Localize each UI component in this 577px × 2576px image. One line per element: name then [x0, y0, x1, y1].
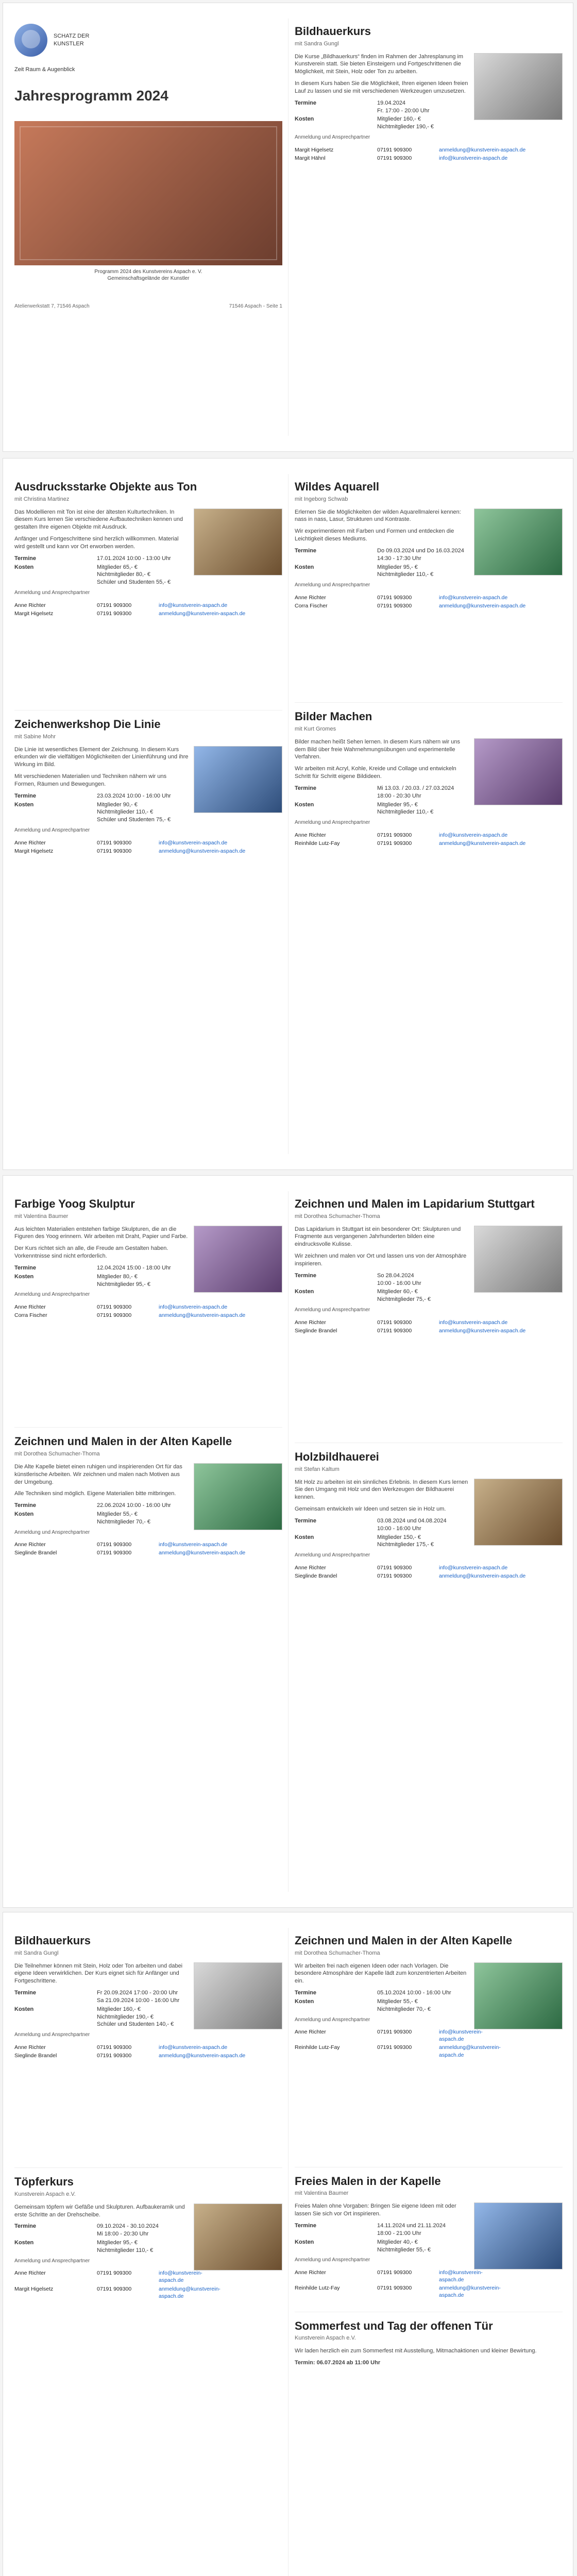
contact-list	[14, 602, 282, 617]
kosten-value: Mitglieder 160,- € Nichtmitglieder 190,- € Schüler und Studenten 140,- €	[97, 2006, 174, 2028]
contact-phone: 07191 909300	[97, 848, 132, 854]
contact-name: Anne Richter	[295, 1564, 326, 1571]
termine-label: Termine	[295, 1272, 316, 1279]
section-title: Ausdrucksstarke Objekte aus Ton	[14, 480, 197, 493]
contact-email[interactable]: info@kunstverein-aspach.de	[439, 832, 508, 838]
section-subtitle: mit Kurt Gromes	[295, 725, 336, 732]
anmeldung-label: Anmeldung und Ansprechpartner	[295, 134, 370, 141]
contact-phone: 07191 909300	[377, 146, 412, 153]
termine-label: Termine	[14, 2223, 36, 2230]
contact-email[interactable]: info@kunstverein-aspach.de	[159, 1541, 228, 1548]
yoog-meta	[14, 1264, 189, 1289]
contact-list	[14, 2269, 220, 2300]
holz-paragraph-2: Gemeinsam entwickeln wir Ideen und setzen sie in Holz um.	[295, 1506, 446, 1513]
cover-footer-right: 71546 Aspach - Seite 1	[229, 303, 282, 309]
contact-name: Anne Richter	[295, 594, 326, 601]
contact-phone: 07191 909300	[377, 1327, 412, 1334]
logo-mark	[14, 24, 47, 57]
logo	[14, 24, 282, 57]
lapidar-photo	[474, 1226, 563, 1293]
kosten-label: Kosten	[14, 2006, 34, 2012]
section-title: Bildhauerkurs	[295, 25, 371, 38]
contact-list	[14, 839, 282, 855]
kosten-label: Kosten	[295, 1289, 314, 1295]
zeichen-meta	[14, 792, 189, 824]
contact-phone: 07191 909300	[377, 2285, 412, 2292]
contact-name: Margit Higelsetz	[14, 610, 54, 617]
contact-email[interactable]: info@kunstverein-aspach.de	[439, 2269, 483, 2283]
brand-tagline: Zeit Raum & Augenblick	[14, 66, 75, 73]
kosten-label: Kosten	[295, 1534, 314, 1540]
separator	[14, 1427, 282, 1428]
lapidar	[295, 1196, 563, 1580]
termine-value: 23.03.2024 10:00 - 16:00 Uhr	[97, 792, 171, 799]
bilder-paragraph-2: Wir arbeiten mit Acryl, Kohle, Kreide und Collage und entwickeln Schritt für Schritt eigene Bildideen.	[295, 766, 456, 780]
contact-phone: 07191 909300	[97, 1550, 132, 1556]
contact-email[interactable]: anmeldung@kunstverein-aspach.de	[159, 1312, 246, 1319]
anmeldung-label: Anmeldung und Ansprechpartner	[14, 1292, 90, 1298]
lapidar-meta	[295, 1272, 469, 1303]
section-title: Bilder Machen	[295, 710, 372, 723]
contact-name: Anne Richter	[295, 832, 326, 838]
section-title: Sommerfest und Tag der offenen Tür	[295, 2319, 493, 2332]
yoog	[14, 1196, 282, 1557]
contact-email[interactable]: anmeldung@kunstverein-aspach.de	[439, 2044, 501, 2058]
termine-value: Mi 13.03. / 20.03. / 27.03.2024 18:00 - 20:30 Uhr	[377, 785, 454, 799]
termine-label: Termine	[295, 2223, 316, 2229]
anmeldung-label: Anmeldung und Ansprechpartner	[14, 590, 90, 596]
page-3	[3, 1176, 573, 1907]
contact-email[interactable]: info@kunstverein-aspach.de	[159, 2044, 228, 2050]
contact-phone: 07191 909300	[97, 1303, 132, 1310]
anmeldung-label: Anmeldung und Ansprechpartner	[295, 2016, 370, 2023]
contact-name: Sieglinde Brandel	[14, 1550, 57, 1556]
kosten-label: Kosten	[295, 116, 314, 123]
contact-phone: 07191 909300	[97, 2270, 132, 2277]
contact-list	[295, 1564, 563, 1580]
contact-name: Anne Richter	[295, 2029, 326, 2036]
contact-phone: 07191 909300	[377, 1572, 412, 1579]
termine-value: 14.11.2024 und 21.11.2024 18:00 - 21:00 Uhr	[377, 2223, 446, 2236]
cover-image	[14, 121, 282, 265]
section-subtitle: mit Valentina Baumer	[295, 2190, 349, 2197]
contact-list	[295, 2269, 501, 2299]
section-subtitle: Kunstverein Aspach e.V.	[295, 2335, 356, 2342]
termine-value: Fr 20.09.2024 17:00 - 20:00 Uhr Sa 21.09.2024 10:00 - 16:00 Uhr	[97, 1990, 180, 2004]
contact-list	[295, 2028, 501, 2059]
termine-value: 09.10.2024 - 30.10.2024 Mi 18:00 - 20:30 Uhr	[97, 2223, 159, 2238]
contact-email[interactable]: anmeldung@kunstverein-aspach.de	[439, 146, 526, 153]
contact-name: Margit Higelsetz	[14, 848, 54, 854]
contact-email[interactable]: info@kunstverein-aspach.de	[439, 2029, 483, 2043]
contact-phone: 07191 909300	[377, 2269, 412, 2276]
kosten-value: Mitglieder 90,- € Nichtmitglieder 110,- € Schüler und Studenten 75,- €	[97, 801, 171, 823]
bildhauer-2	[14, 1933, 282, 2300]
termine-label: Termine	[14, 1264, 36, 1271]
termine-label: Termine	[14, 1990, 36, 1996]
contact-phone: 07191 909300	[97, 602, 132, 608]
page-2	[3, 459, 573, 1170]
contact-name: Anne Richter	[14, 2270, 46, 2277]
kapelle2-paragraph-1: Wir arbeiten frei nach eigenen Ideen oder nach Vorlagen. Die besondere Atmosphäre der Kapelle lädt zum konzentrierten Arbeiten ein.	[295, 1962, 467, 1985]
contact-email[interactable]: info@kunstverein-aspach.de	[159, 2270, 202, 2284]
kosten-value: Mitglieder 60,- € Nichtmitglieder 75,- €	[377, 1289, 431, 1303]
kosten-label: Kosten	[295, 1998, 314, 2005]
bildhauer2-meta	[14, 1989, 189, 2028]
contact-email[interactable]: anmeldung@kunstverein-aspach.de	[439, 840, 526, 846]
section-title: Wildes Aquarell	[295, 480, 380, 493]
anmeldung-label: Anmeldung und Ansprechpartner	[14, 2032, 90, 2038]
contact-email[interactable]: anmeldung@kunstverein-aspach.de	[159, 2285, 220, 2299]
contact-name: Anne Richter	[14, 1303, 46, 1310]
cover-image-frame	[20, 126, 277, 260]
section-title: Farbige Yoog Skulptur	[14, 1197, 135, 1210]
termine-value: Do 09.03.2024 und Do 16.03.2024 14:30 - 17:30 Uhr	[377, 547, 464, 562]
kosten-label: Kosten	[14, 564, 34, 570]
anmeldung-label: Anmeldung und Ansprechpartner	[14, 1529, 90, 1535]
contact-phone: 07191 909300	[97, 2044, 132, 2050]
contact-email[interactable]: info@kunstverein-aspach.de	[159, 1303, 228, 1310]
section-title: Zeichnen und Malen in der Alten Kapelle	[14, 1435, 232, 1448]
yoog-paragraph-2: Der Kurs richtet sich an alle, die Freude am Gestalten haben. Vorkenntnisse sind nicht erforderlich.	[14, 1245, 168, 1260]
kosten-label: Kosten	[295, 801, 314, 808]
toepfer-photo	[194, 2204, 282, 2270]
termine-value: 19.04.2024 Fr. 17:00 - 20:00 Uhr	[377, 99, 430, 114]
kapelle-paragraph-2: Alle Techniken sind möglich. Eigene Materialien bitte mitbringen.	[14, 1490, 176, 1497]
contact-phone: 07191 909300	[377, 1319, 412, 1326]
kosten-value: Mitglieder 80,- € Nichtmitglieder 95,- €	[97, 1273, 150, 1287]
bilder-paragraph-1: Bilder machen heißt Sehen lernen. In diesem Kurs nähern wir uns dem Bild über freie Wahrnehmungsübungen und experimentelle Verfahren.	[295, 738, 461, 760]
termine-label: Termine	[14, 1502, 36, 1509]
lapidar-paragraph-2: Wir zeichnen und malen vor Ort und lassen uns von der Atmosphäre inspirieren.	[295, 1253, 467, 1267]
termine-label: Termine	[295, 1990, 316, 1996]
contact-name: Reinhilde Lutz-Fay	[295, 2044, 340, 2051]
frei-paragraph-1: Freies Malen ohne Vorgaben: Bringen Sie eigene Ideen mit oder lassen Sie sich vor Ort inspirieren.	[295, 2203, 456, 2217]
sommer-paragraph: Wir laden herzlich ein zum Sommerfest mit Ausstellung, Mitmachaktionen und kleiner Bewirtung.	[295, 2348, 537, 2354]
yoog-photo	[194, 1226, 282, 1293]
contact-list	[295, 146, 563, 162]
cover-caption: Programm 2024 des Kunstvereins Aspach e. V. Gemeinschaftsgelände der Kunstler	[94, 268, 202, 282]
bildhauer-meta	[295, 99, 469, 131]
logo-line-2: KUNSTLER	[54, 41, 84, 47]
kapelle-2	[295, 1933, 563, 2371]
page-1	[3, 3, 573, 451]
contact-email[interactable]: info@kunstverein-aspach.de	[439, 1319, 508, 1326]
contact-name: Anne Richter	[14, 2044, 46, 2050]
kapelle2-meta	[295, 1989, 469, 2013]
contact-name: Anne Richter	[14, 602, 46, 608]
termine-label: Termine	[295, 1517, 316, 1524]
section-subtitle: Kunstverein Aspach e.V.	[14, 2191, 76, 2197]
contact-phone: 07191 909300	[97, 2052, 132, 2059]
termine-value: 17.01.2024 10:00 - 13:00 Uhr	[97, 555, 171, 562]
kapelle-photo	[194, 1463, 282, 1530]
contact-name: Margit Higelsetz	[295, 146, 334, 153]
contact-name: Anne Richter	[295, 1319, 326, 1326]
kosten-value: Mitglieder 55,- € Nichtmitglieder 70,- €	[97, 1511, 150, 1525]
holz-meta	[295, 1517, 469, 1549]
section-title: Freies Malen in der Kapelle	[295, 2174, 441, 2188]
cover	[14, 24, 282, 310]
ausdruck-meta	[14, 555, 189, 586]
toepfer-paragraph-1: Gemeinsam töpfern wir Gefäße und Skulpturen. Aufbaukeramik und erste Schritte an der Drehscheibe.	[14, 2204, 185, 2218]
contact-email[interactable]: anmeldung@kunstverein-aspach.de	[159, 848, 246, 854]
contact-list	[14, 1541, 282, 1556]
section-subtitle: mit Ingeborg Schwab	[295, 496, 348, 502]
bildhauer2-paragraph-1: Die Teilnehmer können mit Stein, Holz oder Ton arbeiten und dabei eigene Ideen verwirklichen. Der Kurs eignet sich für Anfänger und Fortgeschrittene.	[14, 1962, 183, 1985]
contact-email[interactable]: anmeldung@kunstverein-aspach.de	[439, 2285, 501, 2299]
section-title: Töpferkurs	[14, 2175, 74, 2189]
contact-phone: 07191 909300	[97, 839, 132, 846]
kosten-value: Mitglieder 65,- € Nichtmitglieder 80,- € Schüler und Studenten 55,- €	[97, 564, 171, 586]
logo-line-1: SCHATZ DER	[54, 33, 90, 40]
termine-label: Termine	[295, 99, 316, 106]
contact-list	[14, 2044, 282, 2059]
anmeldung-label: Anmeldung und Ansprechpartner	[295, 582, 370, 588]
separator	[14, 2167, 282, 2168]
cover-footer-left: Atelierwerkstatt 7, 71546 Aspach	[14, 303, 90, 309]
contact-name: Margit Higelsetz	[14, 2285, 54, 2292]
kosten-label: Kosten	[14, 1273, 34, 1280]
termine-value: So 28.04.2024 10:00 - 16:00 Uhr	[377, 1272, 421, 1286]
bilder-photo	[474, 738, 563, 805]
contact-phone: 07191 909300	[377, 1564, 412, 1571]
contact-name: Sieglinde Brandel	[295, 1327, 337, 1334]
separator	[295, 702, 563, 703]
holz-paragraph-1: Mit Holz zu arbeiten ist ein sinnliches Erlebnis. In diesem Kurs lernen Sie den Umgang mit Holz und den Werkzeugen der Bildhauerei kennen.	[295, 1479, 468, 1501]
contact-name: Anne Richter	[14, 839, 46, 846]
section-title: Zeichnen und Malen im Lapidarium Stuttgart	[295, 1197, 535, 1210]
termine-value: 03.08.2024 und 04.08.2024 10:00 - 16:00 Uhr	[377, 1517, 447, 1532]
contact-name: Margit Hähnl	[295, 155, 326, 161]
holz-photo	[474, 1479, 563, 1546]
toepfer-meta	[14, 2223, 189, 2254]
ausdruck	[14, 479, 282, 855]
bildhauer2-photo	[194, 1962, 282, 2029]
frei-photo	[474, 2202, 563, 2269]
aquarell-paragraph-2: Wir experimentieren mit Farben und Formen und entdecken die Leichtigkeit dieses Mediums.	[295, 528, 454, 543]
aquarell-meta	[295, 547, 469, 579]
section-subtitle: mit Stefan Kaltum	[295, 1466, 340, 1472]
ausdruck-paragraph-1: Das Modellieren mit Ton ist eine der ältesten Kulturtechniken. In diesem Kurs lernen Sie verschiedene Aufbautechniken kennen und gestalten Ihre eigenen Objekte mit Ausdruck.	[14, 509, 183, 531]
contact-phone: 07191 909300	[377, 832, 412, 838]
anmeldung-label: Anmeldung und Ansprechpartner	[14, 2258, 90, 2264]
kosten-value: Mitglieder 150,- € Nichtmitglieder 175,- €	[377, 1534, 434, 1548]
contact-email[interactable]: info@kunstverein-aspach.de	[439, 1564, 508, 1571]
contact-list	[14, 1303, 282, 1319]
contact-phone: 07191 909300	[377, 2029, 412, 2036]
kapelle-meta	[14, 1502, 189, 1526]
contact-name: Reinhilde Lutz-Fay	[295, 2285, 340, 2292]
contact-email[interactable]: anmeldung@kunstverein-aspach.de	[439, 1572, 526, 1579]
contact-email[interactable]: anmeldung@kunstverein-aspach.de	[439, 1327, 526, 1334]
section-subtitle: mit Christina Martinez	[14, 496, 70, 502]
contact-name: Corra Fischer	[14, 1312, 47, 1319]
section-subtitle: mit Dorothea Schumacher-Thoma	[14, 1450, 100, 1457]
aquarell-paragraph-1: Erlernen Sie die Möglichkeiten der wilden Aquarellmalerei kennen: nass in nass, Lasur, Strukturen und Kontraste.	[295, 509, 461, 523]
aquarell-photo	[474, 509, 563, 575]
contact-name: Anne Richter	[14, 1541, 46, 1548]
contact-email[interactable]: anmeldung@kunstverein-aspach.de	[439, 602, 526, 609]
kosten-value: Mitglieder 95,- € Nichtmitglieder 110,- €	[377, 801, 434, 816]
kosten-value: Mitglieder 95,- € Nichtmitglieder 110,- €	[97, 2240, 154, 2253]
contact-name: Anne Richter	[295, 2269, 326, 2276]
contact-email[interactable]: info@kunstverein-aspach.de	[439, 155, 508, 161]
section-subtitle: mit Valentina Baumer	[14, 1213, 69, 1219]
kosten-value: Mitglieder 95,- € Nichtmitglieder 110,- €	[377, 564, 434, 578]
termine-label: Termine	[14, 555, 36, 562]
lapidar-paragraph-1: Das Lapidarium in Stuttgart ist ein besonderer Ort: Skulpturen und Fragmente aus vergangenen Jahrhunderten bilden eine eindrucksvolle Kulisse.	[295, 1226, 461, 1248]
section-subtitle: mit Sabine Mohr	[14, 733, 56, 740]
kosten-value: Mitglieder 55,- € Nichtmitglieder 70,- €	[377, 1998, 431, 2012]
contact-name: Reinhilde Lutz-Fay	[295, 840, 340, 846]
zeichen-paragraph-1: Die Linie ist wesentliches Element der Zeichnung. In diesem Kurs erkunden wir die vielfältigen Möglichkeiten der Linienführung und ihre Wirkung im Bild.	[14, 746, 189, 768]
contact-list	[295, 832, 563, 847]
contact-name: Sieglinde Brandel	[295, 1572, 337, 1579]
section-subtitle: mit Sandra Gungl	[295, 40, 339, 47]
anmeldung-label: Anmeldung und Ansprechpartner	[295, 1307, 370, 1313]
sommer-date: Termin: 06.07.2024 ab 11:00 Uhr	[295, 2359, 381, 2366]
kosten-label: Kosten	[295, 564, 314, 570]
contact-phone: 07191 909300	[377, 2044, 412, 2051]
termine-value: 12.04.2024 15:00 - 18:00 Uhr	[97, 1264, 171, 1271]
section-subtitle: mit Dorothea Schumacher-Thoma	[295, 1213, 380, 1219]
contact-email[interactable]: info@kunstverein-aspach.de	[159, 839, 228, 846]
section-title: Bildhauerkurs	[14, 1934, 91, 1947]
contact-phone: 07191 909300	[97, 610, 132, 617]
zeichen-paragraph-2: Mit verschiedenen Materialien und Techniken nähern wir uns Formen, Räumen und Bewegungen.	[14, 773, 167, 787]
bildhauer-1	[295, 24, 563, 162]
anmeldung-label: Anmeldung und Ansprechpartner	[295, 1552, 370, 1558]
page-4	[3, 1912, 573, 2576]
aquarell	[295, 479, 563, 847]
kosten-label: Kosten	[14, 1511, 34, 1518]
contact-phone: 07191 909300	[97, 2285, 132, 2292]
contact-email[interactable]: anmeldung@kunstverein-aspach.de	[159, 1550, 246, 1556]
contact-email[interactable]: anmeldung@kunstverein-aspach.de	[159, 2052, 246, 2059]
contact-phone: 07191 909300	[377, 840, 412, 846]
kosten-label: Kosten	[295, 2239, 314, 2245]
contact-list	[295, 594, 563, 609]
section-title: Zeichnen und Malen in der Alten Kapelle	[295, 1934, 513, 1947]
section-subtitle: mit Dorothea Schumacher-Thoma	[295, 1950, 380, 1956]
anmeldung-label: Anmeldung und Ansprechpartner	[295, 2257, 370, 2263]
kosten-label: Kosten	[14, 2240, 34, 2246]
termine-label: Termine	[295, 547, 316, 554]
section-title: Zeichenwerkshop Die Linie	[14, 717, 161, 731]
section-title: Holzbildhauerei	[295, 1450, 379, 1463]
anmeldung-label: Anmeldung und Ansprechpartner	[14, 827, 90, 834]
frei-meta	[295, 2222, 469, 2253]
anmeldung-label: Anmeldung und Ansprechpartner	[295, 820, 370, 826]
bilder-meta	[295, 785, 469, 816]
termine-label: Termine	[295, 785, 316, 791]
section-subtitle: mit Sandra Gungl	[14, 1950, 59, 1956]
bildhauer-paragraph-2: In diesem Kurs haben Sie die Möglichkeit, Ihren eigenen Ideen freien Lauf zu lassen und sie mit verschiedenen Werkzeugen umzusetzen.	[295, 80, 468, 94]
kosten-label: Kosten	[14, 801, 34, 808]
contact-email[interactable]: anmeldung@kunstverein-aspach.de	[159, 610, 246, 617]
contact-phone: 07191 909300	[377, 155, 412, 161]
contact-phone: 07191 909300	[97, 1541, 132, 1548]
contact-email[interactable]: info@kunstverein-aspach.de	[159, 602, 228, 608]
ausdruck-photo	[194, 509, 282, 575]
contact-name: Corra Fischer	[295, 602, 328, 609]
cover-title: Jahresprogramm 2024	[14, 87, 168, 104]
contact-phone: 07191 909300	[377, 594, 412, 601]
yoog-paragraph-1: Aus leichten Materialien entstehen farbige Skulpturen, die an die Figuren des Yoog erinnern. Wir arbeiten mit Draht, Papier und Farbe.	[14, 1226, 188, 1240]
kapelle2-photo	[474, 1962, 563, 2029]
termine-label: Termine	[14, 792, 36, 799]
bildhauer-paragraph-1: Die Kurse „Bildhauerkurs“ finden im Rahmen der Jahresplanung im Kunstverein statt. Sie bieten Einsteigern und Fortgeschrittenen die Möglichkeit, mit Stein, Holz oder Ton zu arbeiten.	[295, 53, 464, 75]
ausdruck-paragraph-2: Anfänger und Fortgeschrittene sind herzlich willkommen. Material wird gestellt und kann vor Ort erworben werden.	[14, 536, 179, 550]
kosten-value: Mitglieder 160,- € Nichtmitglieder 190,- €	[377, 116, 434, 130]
contact-phone: 07191 909300	[377, 602, 412, 609]
contact-list	[295, 1319, 563, 1334]
zeichen-photo	[194, 746, 282, 813]
contact-name: Sieglinde Brandel	[14, 2052, 57, 2059]
termine-value: 22.06.2024 10:00 - 16:00 Uhr	[97, 1502, 171, 1509]
kosten-value: Mitglieder 40,- € Nichtmitglieder 55,- €	[377, 2239, 431, 2253]
termine-value: 05.10.2024 10:00 - 16:00 Uhr	[377, 1990, 451, 1996]
bildhauer-photo	[474, 53, 563, 120]
kapelle-paragraph-1: Die Alte Kapelle bietet einen ruhigen und inspirierenden Ort für das künstlerische Arbeiten. Wir zeichnen und malen nach Motiven aus der Umgebung.	[14, 1463, 182, 1485]
contact-email[interactable]: info@kunstverein-aspach.de	[439, 594, 508, 601]
contact-phone: 07191 909300	[97, 1312, 132, 1319]
